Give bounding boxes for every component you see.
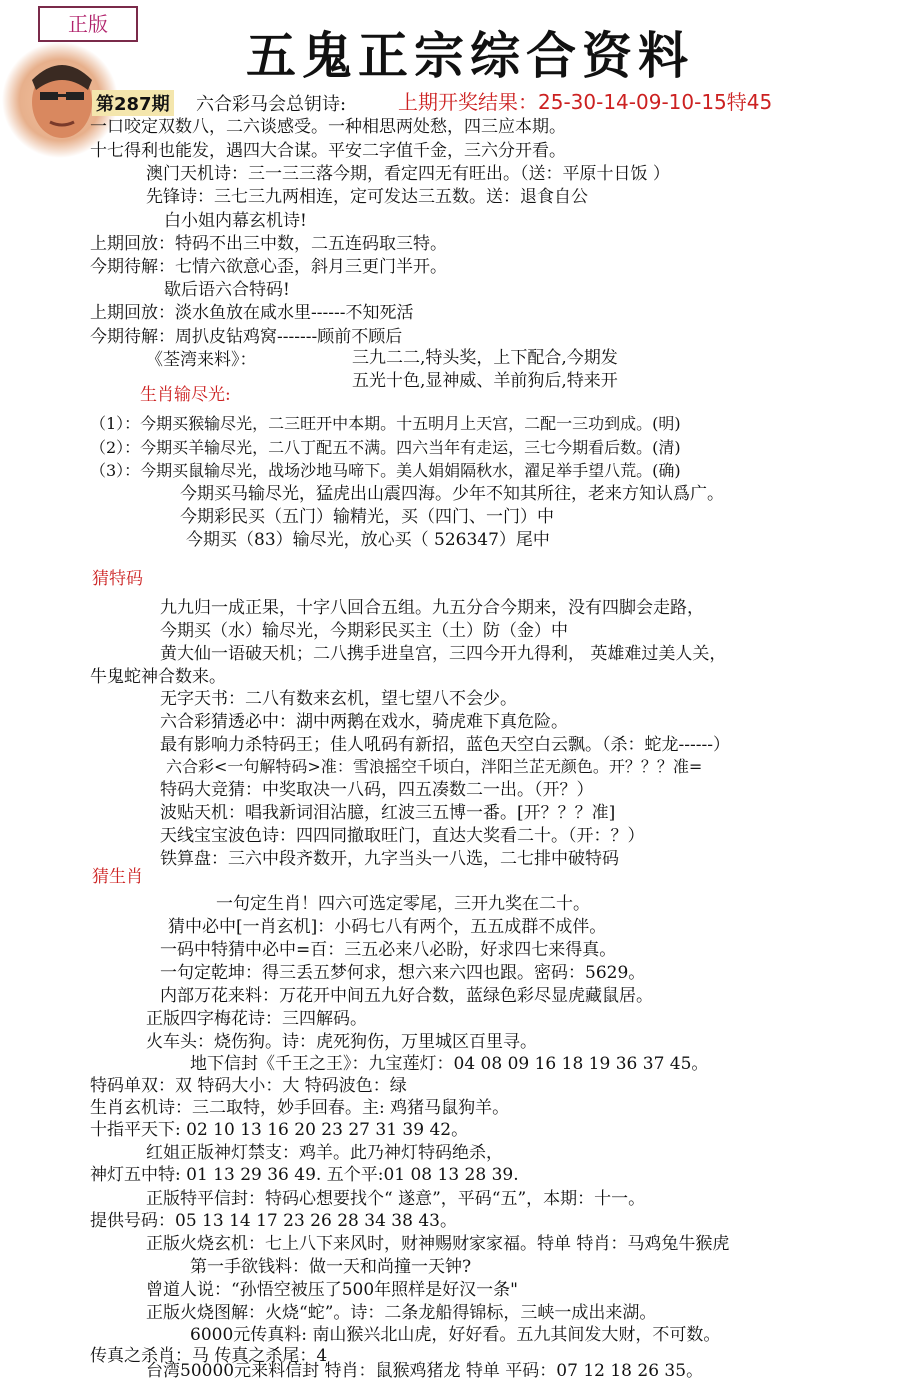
text-line: 第一手欲钱料：做一天和尚撞一天钟?: [190, 1257, 472, 1277]
text-line: 今期待解：周扒皮钻鸡窝-------顾前不顾后: [90, 327, 403, 347]
page-title: 五鬼正宗综合资料: [246, 26, 694, 85]
text-line: 先锋诗：三七三九两相连，定可发达三五数。送：退食自公: [146, 187, 588, 207]
text-line: 今期买马输尽光，猛虎出山震四海。少年不知其所往，老来方知认爲广。: [180, 484, 724, 504]
text-line: 上期回放：特码不出三中数，二五连码取三特。: [90, 234, 447, 254]
text-line: 今期彩民买（五门）输精光，买（四门、一门）中: [180, 507, 554, 527]
text-line: 正版火烧玄机：七上八下来风时，财神赐财家家福。特单 特肖：马鸡兔牛猴虎: [146, 1234, 730, 1254]
text-line: 今期待解：七情六欲意心歪，斜月三更门半开。: [90, 257, 447, 277]
text-line: 今期买（83）输尽光，放心买（ 526347）尾中: [186, 530, 550, 550]
text-line: 一口咬定双数八，二六谈感受。一种相思两处愁，四三应本期。: [90, 117, 566, 137]
text-line: 台湾50000元来料信封 特肖：鼠猴鸡猪龙 特单 平码：07 12 18 26 35。: [146, 1361, 704, 1381]
text-line: （3）：今期买鼠输尽光，战场沙地马啼下。美人娟娟隔秋水，濯足举手望八荒。(确): [90, 461, 681, 480]
text-line: 一句定生肖！四六可选定零尾，三开九奖在二十。: [216, 894, 590, 914]
text-line: 天线宝宝波色诗：四四同撤取旺门，直达大奖看二十。（开：？）: [160, 826, 645, 846]
text-line: 内部万花来料：万花开中间五九好合数，蓝绿色彩尽显虎藏鼠居。: [160, 986, 653, 1006]
text-line: 六合彩<一句解特码>准：雪浪摇空千顷白，泮阳兰芷无颜色。开？？？准=: [166, 757, 703, 776]
text-line: 九九归一成正果，十字八回合五组。九五分合今期来，没有四脚会走路，: [160, 598, 704, 618]
last-result: 上期开奖结果：25-30-14-09-10-15特45: [398, 90, 773, 114]
text-line: 今期买（水）输尽光，今期彩民买主（土）防（金）中: [160, 621, 568, 641]
poem-title: 六合彩马会总钥诗:: [196, 94, 347, 115]
text-line: 火车头：烧伤狗。诗：虎死狗伤，万里城区百里寻。: [146, 1032, 537, 1052]
text-line: 红姐正版神灯禁支：鸡羊。此乃神灯特码绝杀，: [146, 1143, 503, 1163]
text-line: 特码单双：双 特码大小：大 特码波色：绿: [90, 1076, 407, 1096]
text-line: 猜中必中[一肖玄机]：小码七八有两个，五五成群不成伴。: [168, 917, 607, 937]
text-line: 白小姐内幕玄机诗!: [164, 211, 307, 231]
text-line: 提供号码：05 13 14 17 23 26 28 34 38 43。: [90, 1211, 457, 1231]
text-line: （2）：今期买羊输尽光，二八丁配五不满。四六当年有走运，三七今期看后数。(清): [90, 438, 681, 457]
text-line: 五光十色,显神威、羊前狗后,特来开: [352, 371, 618, 391]
text-line: 牛鬼蛇神合数来。: [90, 667, 226, 687]
text-line: 上期回放：淡水鱼放在咸水里------不知死活: [90, 303, 414, 323]
text-line: 波贴天机：唱我新词泪沾臆，红波三五博一番。[开？？？准]: [160, 803, 616, 823]
text-line: 十七得利也能发，遇四大合谋。平安二字值千金，三六分开看。: [90, 141, 566, 161]
section-heading: 生肖输尽光:: [140, 385, 231, 405]
section-heading: 猜特码: [92, 569, 143, 589]
text-line: 《荃湾来料》：: [146, 350, 257, 370]
text-line: 曾道人说：“孙悟空被压了500年照样是好汉一条": [146, 1280, 518, 1300]
text-line: 黄大仙一语破天机；二八携手进皇宫，三四今开九得利， 英雄难过美人关，: [160, 644, 727, 664]
text-line: 特码大竞猜：中奖取决一八码，四五凑数二一出。（开？）: [160, 780, 594, 800]
text-line: 歇后语六合特码!: [164, 280, 290, 300]
text-line: 澳门天机诗：三一三三落今期，看定四无有旺出。（送：平原十日饭 ）: [146, 164, 670, 184]
text-line: 铁算盘：三六中段齐数开，九字当头一八选，二七排中破特码: [160, 849, 619, 869]
text-line: 六合彩猜透必中：湖中两鹅在戏水，骑虎难下真危险。: [160, 712, 568, 732]
authentic-badge: 正版: [38, 6, 138, 42]
text-line: 6000元传真料: 南山猴兴北山虎，好好看。五九其间发大财，不可数。: [190, 1325, 721, 1345]
text-line: 正版特平信封：特码心想要找个“ 遂意”，平码“五”，本期：十一。: [146, 1189, 646, 1209]
text-line: 十指平天下: 02 10 13 16 20 23 27 31 39 42。: [90, 1120, 469, 1140]
section-heading: 猜生肖: [92, 867, 143, 887]
text-line: 神灯五中特: 01 13 29 36 49. 五个平:01 08 13 28 39.: [90, 1165, 519, 1185]
issue-number: 第287期: [92, 90, 174, 116]
text-line: 生肖玄机诗：三二取特，妙手回春。主: 鸡猪马鼠狗羊。: [90, 1098, 510, 1118]
text-line: 无字天书：二八有数来玄机，望七望八不会少。: [160, 689, 517, 709]
text-line: 一句定乾坤：得三丢五梦何求，想六来六四也跟。密码：5629。: [160, 963, 646, 983]
text-line: 正版火烧图解：火烧“蛇”。诗：二条龙船得锦标，三峡一成出来湖。: [146, 1303, 657, 1323]
text-line: 地下信封《千王之王》：九宝莲灯：04 08 09 16 18 19 36 37 45。: [190, 1054, 709, 1074]
text-line: 三九二二,特头奖，上下配合,今期发: [352, 348, 618, 368]
text-line: 传真之杀肖：马 传真之杀尾：4: [90, 1346, 328, 1366]
text-line: （1）：今期买猴输尽光，二三旺开中本期。十五明月上天宫，二配一三功到成。(明): [90, 414, 681, 433]
text-line: 正版四字梅花诗：三四解码。: [146, 1009, 367, 1029]
text-line: 一码中特猜中必中=百：三五必来八必盼，好求四七来得真。: [160, 940, 617, 960]
text-line: 最有影响力杀特码王；佳人吼码有新招，蓝色天空白云飘。（杀：蛇龙------）: [160, 735, 730, 755]
